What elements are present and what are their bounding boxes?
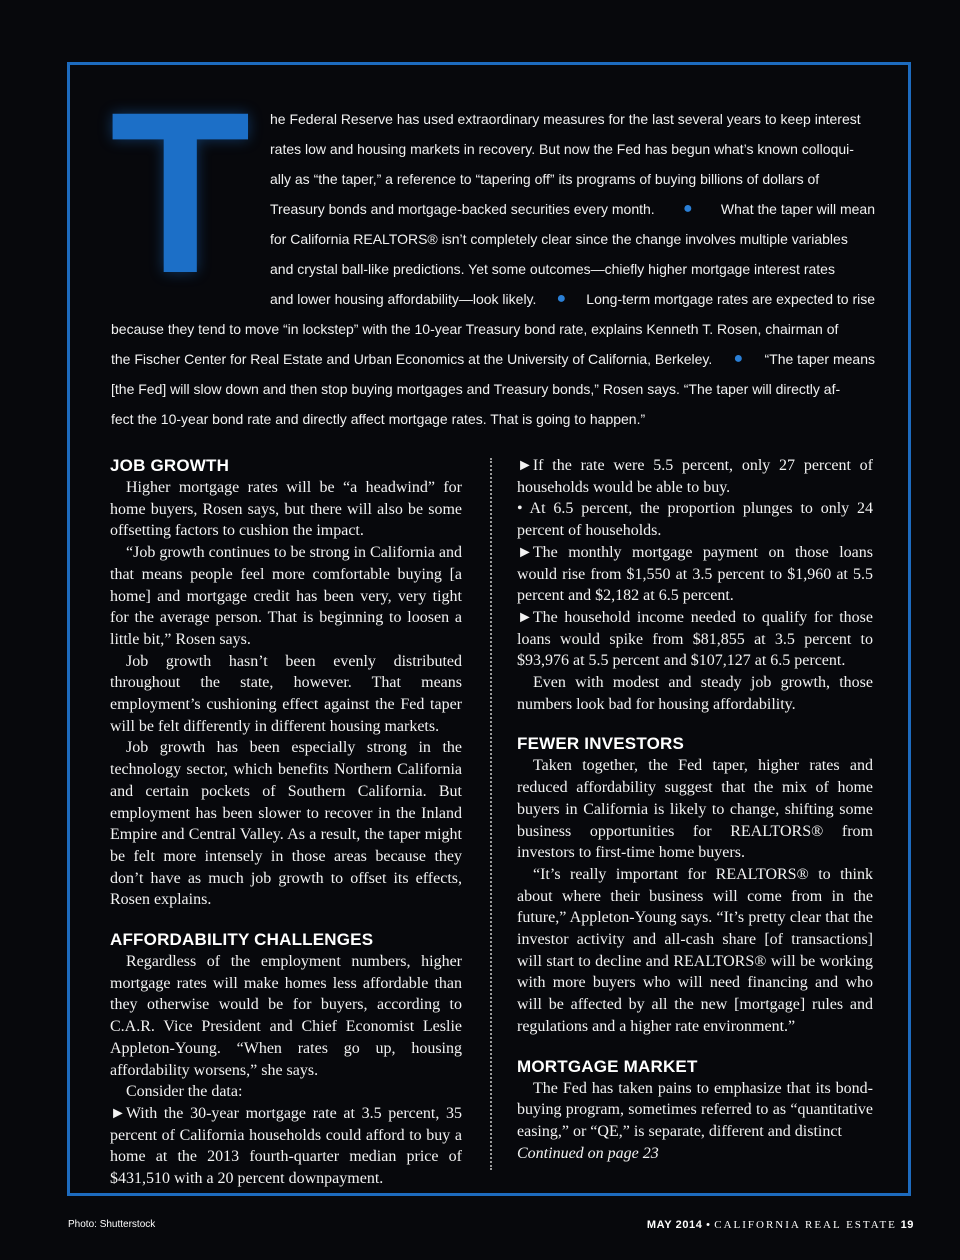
bullet-icon: ● <box>682 200 693 217</box>
drop-cap: T <box>110 64 251 321</box>
body-paragraph: Job growth has been especially strong in the technology sector, which benefits Northern California and certain pockets of Southern California. But employment has been slower to recover in the Inland Empire and Central Valley. As a result, the taper might be felt more intensely in those areas because they don’t have as much job growth to offset its effects, Rosen explains. <box>110 739 462 909</box>
right-column <box>517 455 873 1164</box>
bullet-icon: ● <box>733 350 744 367</box>
body-paragraph: Consider the data: <box>126 1083 243 1101</box>
section-heading: FEWER INVESTORS <box>517 734 685 754</box>
folio-separator: • <box>706 1219 711 1231</box>
section-heading: MORTGAGE MARKET <box>517 1056 698 1076</box>
body-paragraph: “Job growth continues to be strong in California and that means people feel more comfortable buying [a home] and mortgage credit has been very, very tight for the average person. That is beginning to loosen a little bit,” Rosen says. <box>110 544 462 648</box>
intro-text: What the taper will mean <box>720 201 875 217</box>
data-bullet: ►With the 30-year mortgage rate at 3.5 percent, 35 percent of California households could afford to buy a home at the 2013 fourth-quarter median price of $431,510 with a 20 percent downpayment. <box>110 1104 462 1188</box>
data-bullet: ►If the rate were 5.5 percent, only 27 percent of households would be able to buy. <box>517 457 873 496</box>
intro-line <box>111 380 875 398</box>
intro-line <box>270 170 875 188</box>
left-column <box>110 455 462 1190</box>
intro-text: “The taper means <box>764 351 875 367</box>
data-bullet: ►The monthly mortgage payment on those loans would rise from $1,550 at 3.5 percent to $1,960 at 5.5 percent and $2,182 at 6.5 percent. <box>517 543 873 605</box>
intro-line <box>111 350 875 368</box>
photo-credit: Photo: Shutterstock <box>68 1219 156 1230</box>
intro-text: Long-term mortgage rates are expected to rise <box>586 291 875 307</box>
intro-line <box>111 410 875 428</box>
magazine-name: CALIFORNIA REAL ESTATE <box>714 1219 897 1231</box>
issue-date: MAY 2014 <box>646 1219 703 1231</box>
body-paragraph: Job growth hasn’t been evenly distributed throughout the state, however. That means employment’s cushioning effect against the Fed taper will be felt differently in different housing markets. <box>110 652 462 735</box>
intro-text: Treasury bonds and mortgage-backed securities every month. <box>270 201 655 217</box>
body-paragraph: The Fed has taken pains to emphasize that its bond-buying program, sometimes referred to as “quantitative easing,” or “QE,” is separate, different and distinct <box>517 1079 873 1140</box>
intro-text: ally as “the taper,” a reference to “tapering off” its programs of buying billions of dollars of <box>270 171 820 187</box>
continued-note: Continued on page 23 <box>517 1144 659 1162</box>
bullet-icon: ● <box>556 290 567 307</box>
intro-line <box>270 200 875 218</box>
intro-text: for California REALTORS® isn’t completely clear since the change involves multiple variables <box>270 231 848 247</box>
body-paragraph: “It’s really important for REALTORS® to think about where their business will come from in the future,” Appleton-Young says. “It’s pretty clear that the investor activity and all-cash share [of transactions] will start to decline and REALTORS® will be working with more buyers who will need financing and who will be affected by all the new [mortgage] rules and regulations and a higher rate environment.” <box>517 865 873 1035</box>
intro-text: and lower housing affordability—look likely. <box>270 291 537 307</box>
intro-line <box>270 290 875 308</box>
section-heading: JOB GROWTH <box>110 456 230 475</box>
data-bullet: • At 6.5 percent, the proportion plunges to only 24 percent of households. <box>517 500 873 540</box>
intro-line <box>111 320 875 338</box>
intro-text: rates low and housing markets in recovery. But now the Fed has begun what’s known colloqui- <box>270 141 854 157</box>
intro-line <box>270 110 875 128</box>
page-number: 19 <box>900 1219 914 1231</box>
body-paragraph: Regardless of the employment numbers, higher mortgage rates will make homes less affordable than they otherwise would be for buyers, according to C.A.R. Vice President and Chief Economist Leslie Appleton-Young. “When rates go up, housing affordability worsens,” she says. <box>110 953 462 1079</box>
intro-text: [the Fed] will slow down and then stop buying mortgages and Treasury bonds,” Rosen says. “The taper will directly af- <box>111 381 841 397</box>
folio <box>647 1219 914 1231</box>
body-paragraph: Even with modest and steady job growth, those numbers look bad for housing affordability. <box>517 674 873 713</box>
intro-text: he Federal Reserve has used extraordinary measures for the last several years to keep interest <box>270 111 861 127</box>
body-paragraph: Higher mortgage rates will be “a headwind” for home buyers, Rosen says, but there will also be some offsetting factors to cushion the impact. <box>110 479 462 540</box>
intro-line <box>270 140 875 158</box>
intro-text: the Fischer Center for Real Estate and Urban Economics at the University of California, Berkeley. <box>111 351 713 367</box>
intro-text: because they tend to move “in lockstep” with the 10-year Treasury bond rate, explains Kenneth T. Rosen, chairman of <box>111 321 839 337</box>
intro-line <box>270 260 875 278</box>
intro-text: fect the 10-year bond rate and directly affect mortgage rates. That is going to happen.” <box>111 411 646 427</box>
intro-line <box>270 230 875 248</box>
intro-text: and crystal ball-like predictions. Yet some outcomes—chiefly higher mortgage interest rates <box>270 261 835 277</box>
column-divider <box>490 458 492 1170</box>
body-paragraph: Taken together, the Fed taper, higher rates and reduced affordability suggest that the mix of home buyers in California is likely to change, shifting some business opportunities for REALTORS® from investors to first-time home buyers. <box>517 757 873 862</box>
data-bullet: ►The household income needed to qualify for those loans would spike from $81,855 at 3.5 percent to $93,976 at 5.5 percent and $107,127 at 6.5 percent. <box>517 608 873 670</box>
section-heading: AFFORDABILITY CHALLENGES <box>110 930 374 950</box>
